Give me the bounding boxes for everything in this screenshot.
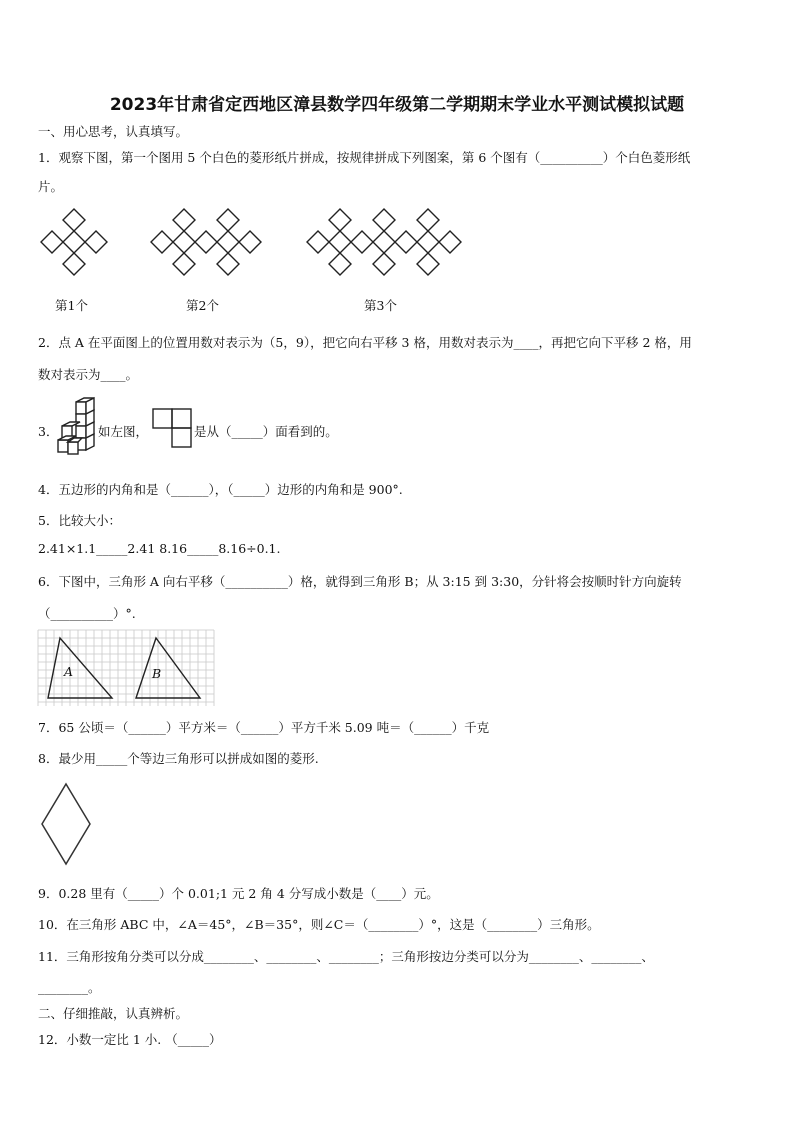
page-title: 2023年甘肃省定西地区漳县数学四年级第二学期期末学业水平测试模拟试题 — [109, 95, 685, 115]
rhombus-tile — [351, 231, 373, 253]
question-3-text-a: 如左图， — [98, 424, 149, 439]
question-3-number: 3． — [38, 424, 59, 439]
question-11-line-2: ________。 — [38, 980, 101, 995]
rhombus-tile — [63, 231, 85, 253]
section-heading-2: 二、仔细推敲，认真辨析。 — [38, 1006, 189, 1021]
rhombus-tile — [217, 231, 239, 253]
question-3-text-b: 是从（_____）面看到的。 — [194, 424, 338, 439]
question-10: 10．在三角形 ABC 中，∠A＝45°，∠B＝35°，则∠C＝（________）°，这是（________）三角形。 — [38, 917, 600, 932]
question-11-line-1: 11．三角形按角分类可以分成________、________、________；三角形按边分类可以分为________、________、 — [38, 949, 654, 964]
rhombus-figure — [40, 782, 94, 866]
rhombus-tile — [373, 209, 395, 231]
rhombus-tile — [395, 231, 417, 253]
rhombus-tile — [373, 253, 395, 275]
rhombus-tile — [439, 231, 461, 253]
rhombus-tile — [63, 209, 85, 231]
rhombus-tile — [329, 231, 351, 253]
rhombus-tile — [41, 231, 63, 253]
rhombus-tile — [151, 231, 173, 253]
rhombus-tile — [329, 253, 351, 275]
rhombus-tile — [329, 209, 351, 231]
rhombus-tile — [417, 253, 439, 275]
question-12: 12．小数一定比 1 小. （_____） — [38, 1032, 222, 1047]
figure-label-3: 第3个 — [364, 298, 397, 313]
triangle-label-a: A — [64, 664, 74, 679]
rhombus-tile — [195, 231, 217, 253]
rhombus-tile — [173, 253, 195, 275]
rhombus-tile — [417, 209, 439, 231]
question-2-line-2: 数对表示为____。 — [38, 367, 139, 382]
rhombus-tile — [217, 209, 239, 231]
section-heading-1: 一、用心思考，认真填写。 — [38, 124, 189, 139]
triangle-label-b: B — [152, 666, 162, 681]
rhombus-tile — [307, 231, 329, 253]
question-4: 4．五边形的内角和是（______），（_____）边形的内角和是 900°. — [38, 482, 403, 497]
rhombus-tile — [85, 231, 107, 253]
rhombus-tile — [63, 253, 85, 275]
question-6-line-2: （__________）°. — [38, 606, 136, 621]
rhombus-tile — [217, 253, 239, 275]
rhombus-tile — [173, 231, 195, 253]
question-1-line-1: 1．观察下图，第一个图用 5 个白色的菱形纸片拼成，按规律拼成下列图案，第 6 个图有（__________）个白色菱形纸 — [38, 150, 691, 165]
figure-label-2: 第2个 — [186, 298, 219, 313]
rhombus-tile — [373, 231, 395, 253]
question-7: 7．65 公顷＝（______）平方米＝（______）平方千米 5.09 吨＝（______）千克 — [38, 720, 490, 735]
question-9: 9．0.28 里有（_____）个 0.01;1 元 2 角 4 分写成小数是（____）元。 — [38, 886, 439, 901]
cube-stack-figure — [56, 396, 100, 460]
view-shape-figure — [152, 408, 194, 450]
question-5-line-1: 5．比较大小： — [38, 513, 121, 528]
question-5-line-2: 2.41×1.1_____2.41 8.16_____8.16÷0.1. — [38, 541, 281, 556]
figure-label-1: 第1个 — [55, 298, 88, 313]
question-6-line-1: 6．下图中，三角形 A 向右平移（__________）格，就得到三角形 B；从 3:15 到 3:30，分针将会按顺时针方向旋转 — [38, 574, 682, 589]
question-2-line-1: 2．点 A 在平面图上的位置用数对表示为（5，9），把它向右平移 3 格，用数对表示为____，再把它向下平移 2 格，用 — [38, 335, 692, 350]
rhombus-tile — [239, 231, 261, 253]
question-1-line-2: 片。 — [38, 179, 64, 194]
rhombus-tile — [173, 209, 195, 231]
rhombus-pattern-figure — [0, 205, 794, 315]
question-8: 8．最少用_____个等边三角形可以拼成如图的菱形. — [38, 751, 319, 766]
rhombus-tile — [417, 231, 439, 253]
